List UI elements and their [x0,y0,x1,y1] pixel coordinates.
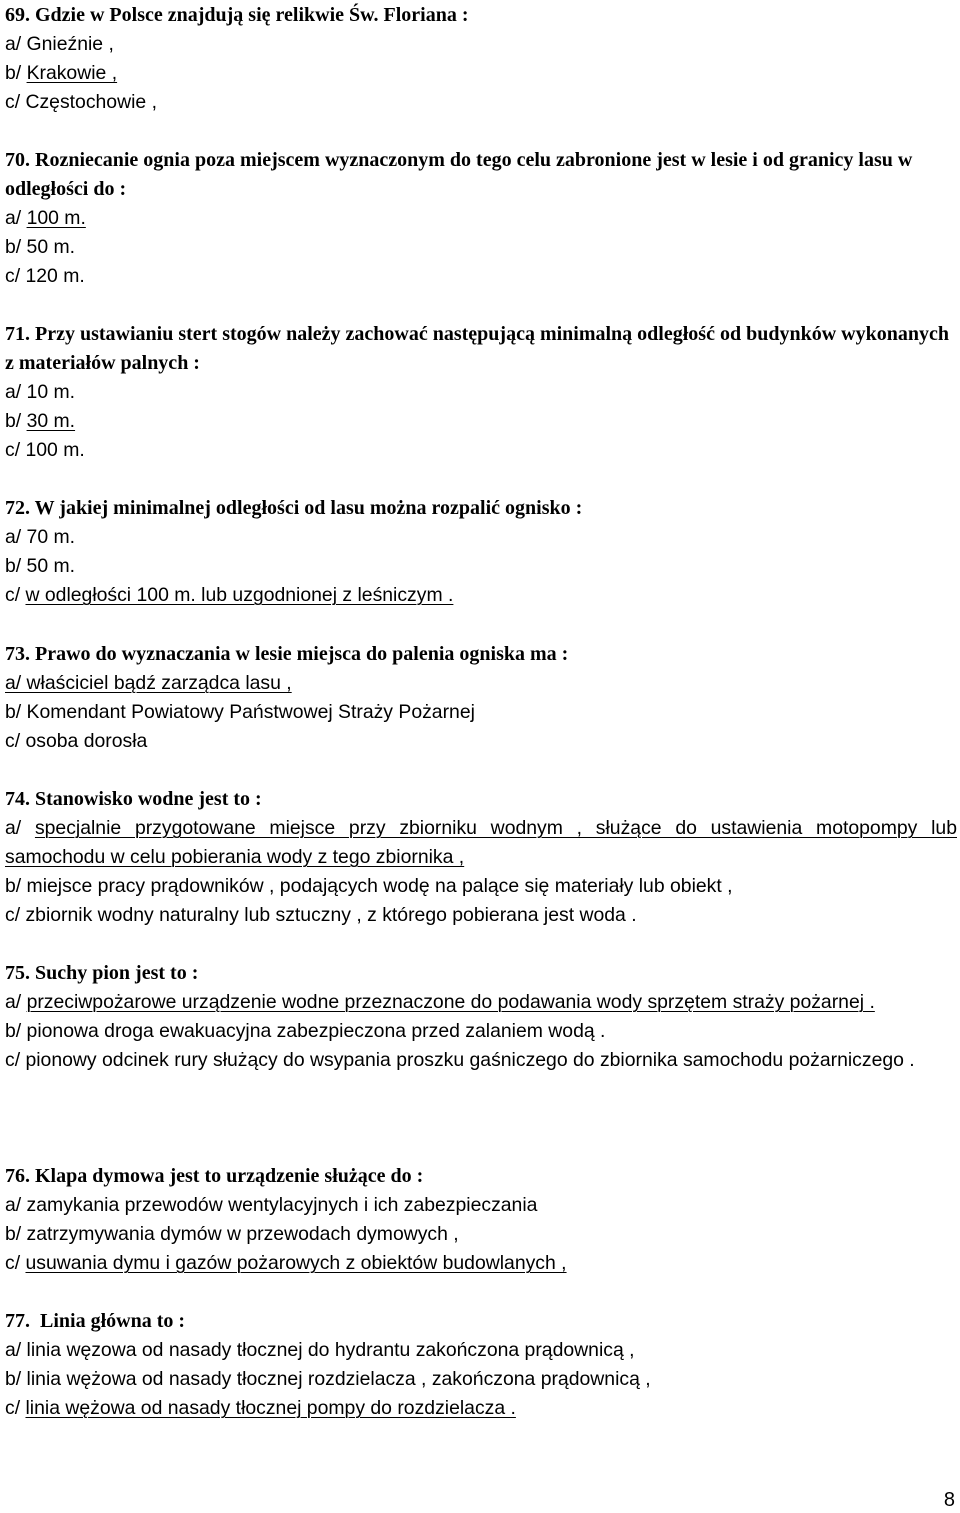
answer-a: a/ specjalnie przygotowane miejsce przy zbiorniku wodnym , służące do ustawienia motopompy lub samochodu w celu pobierania wody z tego zbiornika , [5,817,957,868]
answer-b: b/ Krakowie , [5,62,118,84]
question-73-title: 73. Prawo do wyznaczania w lesie miejsca do palenia ogniska ma : [5,643,569,665]
answer-a: a/ linia węzowa od nasady tłocznej do hydrantu zakończona prądownicą , [5,1339,635,1361]
answer-c: c/ 100 m. [5,439,85,461]
question-77 [5,1307,957,1423]
question-75 [5,959,957,1075]
answer-c: c/ 120 m. [5,265,85,287]
question-76 [5,1162,957,1278]
question-71-answers [5,378,957,465]
question-72 [5,494,957,610]
question-71-title: 71. Przy ustawianiu stert stogów należy zachować następującą minimalną odległość od budynków wykonanych z materiałów palnych : [5,323,949,374]
answer-b: b/ linia wężowa od nasady tłocznej rozdzielacza , zakończona prądownicą , [5,1368,651,1390]
answer-a [5,669,957,698]
answer-b: b/ zatrzymywania dymów w przewodach dymowych , [5,1223,459,1245]
answer-c: c/ w odległości 100 m. lub uzgodnionej z leśniczym . [5,584,454,606]
answer-c: c/ usuwania dymu i gazów pożarowych z obiektów budowlanych , [5,1252,567,1274]
question-69 [5,1,957,117]
answer-c: c/ Częstochowie , [5,91,157,113]
answer-c: c/ zbiornik wodny naturalny lub sztuczny , z którego pobierana jest woda . [5,904,637,926]
answer-b: b/ miejsce pracy prądowników , podających wodę na palące się materiały lub obiekt , [5,875,733,897]
answer-b: b/ 50 m. [5,555,76,577]
answer-a: a/ 70 m. [5,526,76,548]
answer-c: c/ linia wężowa od nasady tłocznej pompy do rozdzielacza . [5,1397,516,1419]
answer-b: b/ 50 m. [5,236,76,258]
question-69-answers [5,30,957,117]
question-71 [5,320,957,465]
question-70 [5,146,957,291]
question-72-title: 72. W jakiej minimalnej odległości od lasu można rozpalić ognisko : [5,497,583,519]
question-75-title: 75. Suchy pion jest to : [5,962,199,984]
correct-answer-text: linia wężowa od nasady tłocznej pompy do rozdzielacza . [25,1397,516,1419]
question-74-title: 74. Stanowisko wodne jest to : [5,788,262,810]
question-69-title: 69. Gdzie w Polsce znajdują się relikwie Św. Floriana : [5,4,469,26]
question-77-answers [5,1336,957,1423]
question-70-title: 70. Rozniecanie ognia poza miejscem wyznaczonym do tego celu zabronione jest w lesie i od granicy lasu w odległości do : [5,149,913,200]
answer-b: b/ Komendant Powiatowy Państwowej Straży Pożarnej [5,701,475,723]
question-76-title: 76. Klapa dymowa jest to urządzenie służące do : [5,1165,424,1187]
question-70-answers [5,204,957,291]
answer-b: b/ 30 m. [5,410,76,432]
question-74-answers [5,814,957,930]
correct-answer-text: 30 m. [26,410,76,432]
correct-answer-text: Krakowie , [26,62,118,84]
page-number: 8 [943,1489,955,1511]
answer-a: a/ 10 m. [5,381,76,403]
correct-answer-text: przeciwpożarowe urządzenie wodne przeznaczone do podawania wody sprzętem straży pożarnej . [26,991,875,1013]
question-73 [5,640,957,756]
answer-a: a/ 100 m. [5,207,86,229]
question-73-answers [5,669,957,756]
correct-answer-text: a/ właściciel bądź zarządca lasu , [5,672,292,694]
question-76-answers [5,1191,957,1278]
correct-answer-text: usuwania dymu i gazów pożarowych z obiektów budowlanych , [25,1252,567,1274]
correct-answer-text: specjalnie przygotowane miejsce przy zbiorniku wodnym , służące do ustawienia motopompy lub samochodu w celu pobierania wody z tego zbiornika , [5,817,957,868]
question-77-title: 77. Linia główna to : [5,1310,186,1332]
answer-a: a/ Gnieźnie , [5,33,114,55]
question-74 [5,785,957,930]
correct-answer-text: 100 m. [26,207,86,229]
answer-c: c/ osoba dorosła [5,730,148,752]
question-72-answers [5,523,957,610]
question-75-answers [5,988,957,1075]
answer-c: c/ pionowy odcinek rury służący do wsypania proszku gaśniczego do zbiornika samochodu pożarniczego . [5,1049,915,1071]
answer-a: a/ zamykania przewodów wentylacyjnych i ich zabezpieczania [5,1194,538,1216]
answer-b: b/ pionowa droga ewakuacyjna zabezpieczona przed zalaniem wodą . [5,1020,606,1042]
answer-a: a/ przeciwpożarowe urządzenie wodne przeznaczone do podawania wody sprzętem straży pożarnej . [5,991,875,1013]
correct-answer-text: w odległości 100 m. lub uzgodnionej z leśniczym . [25,584,454,606]
